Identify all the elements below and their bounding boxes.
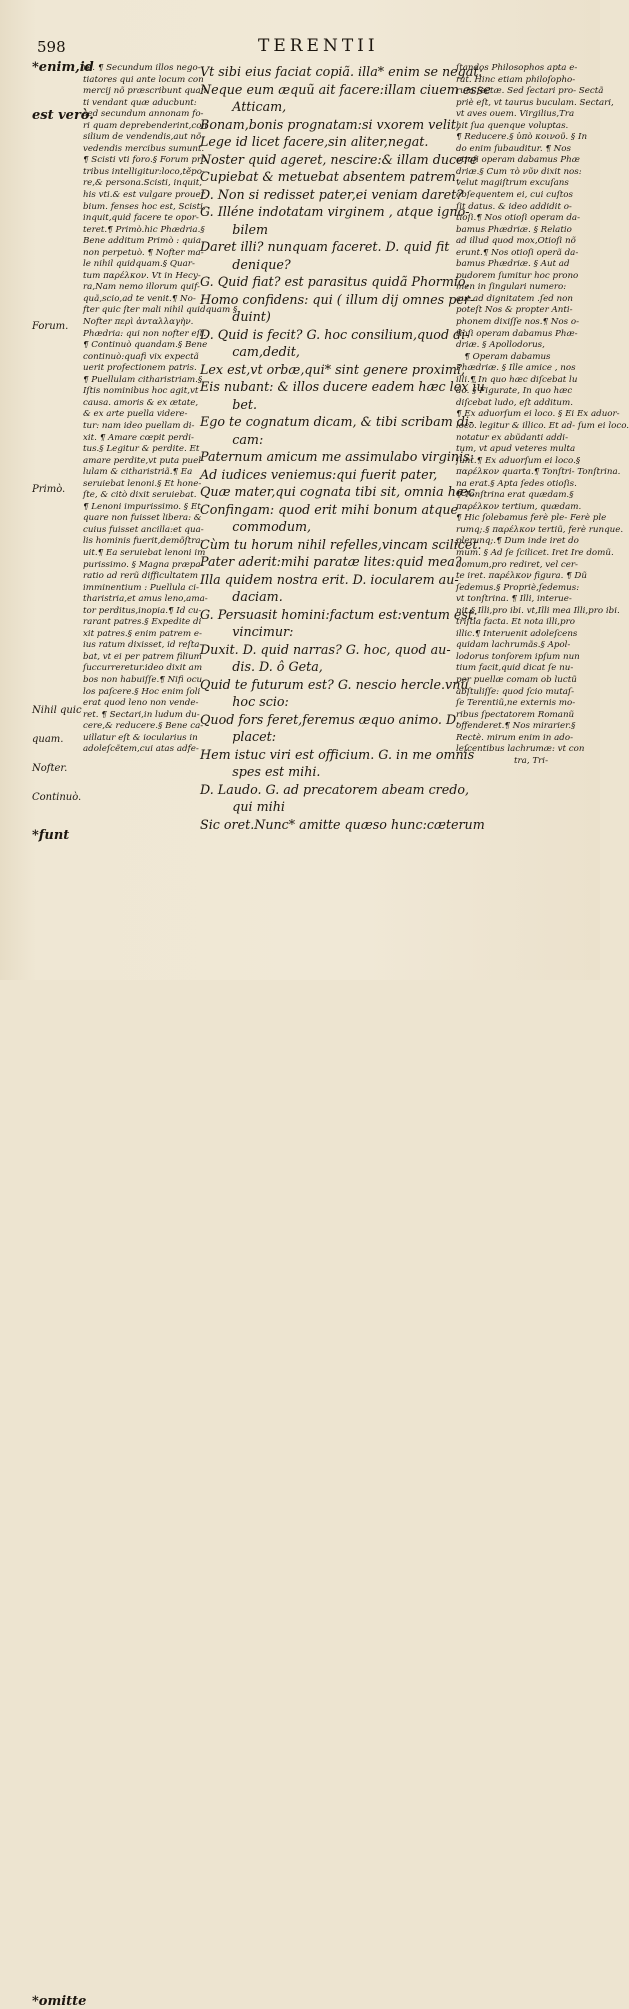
margin-note: Continuò. [32, 791, 82, 803]
commentary-line: ribus ſpectatorem Romanũ [456, 709, 575, 720]
commentary-line: erat quod leno non vende- [83, 698, 199, 709]
commentary-line: velut magiſtrum excuſans [456, 178, 569, 189]
commentary-line: ſunt.¶ Ex aduorſum ei loco.§ [456, 455, 581, 466]
commentary-line: Bene additum Primò : quia [83, 236, 201, 247]
verse-line: Cupiebat & metuebat absentem patrem. [200, 169, 460, 184]
commentary-line: imminentium : Puellula ci- [83, 582, 199, 593]
commentary-line: mercij nõ præscribunt quan [83, 86, 207, 97]
commentary-line: do enim ſubauditur. ¶ Nos [456, 143, 571, 154]
commentary-line: pudorem ſumitur hoc prono [456, 270, 579, 281]
commentary-line: ſtandos Philosophos apta e- [456, 63, 578, 73]
verse-line: Paternum amicum me assimulabo virginis: [200, 449, 474, 464]
commentary-line: notatur ex abũdanti addi- [456, 432, 569, 443]
commentary-line: re. ¶ Secundum illos nego- [83, 63, 201, 73]
commentary-line: ſedemus.§ Propriè,ſedemus: [456, 582, 580, 593]
verse-line: Quæ mater,qui cognata tibi sit, omnia hæc [200, 484, 475, 499]
commentary-line: vt tonſtrina. ¶ Illi, interue- [456, 594, 572, 605]
commentary-line: per puellæ comam ob luctũ [456, 674, 577, 685]
commentary-line: rumq;.§ παρέλκον tertiũ, ferè runque. [456, 524, 624, 535]
commentary-line: tharistria,et amus leno,ama- [83, 594, 208, 605]
verse-line: Sic oret.Nunc* amitte quæso hunc:cæterum [200, 816, 485, 832]
verse-line: Neque eum æquũ ait facere:illam ciuem esse [200, 81, 491, 97]
commentary-line: nit.§ Illi,pro ibi. vt,Illi mea Illi,pro ibi. [456, 605, 620, 616]
running-head: TERENTII [258, 36, 379, 56]
commentary-line: ¶ Puellulam citharistriam.§ [83, 374, 203, 385]
commentary-line: ¶ Reducere.§ ὑπὸ κοινοῦ. § In [456, 132, 588, 143]
commentary-line: teret.¶ Primò.hic Phædria.§ [83, 224, 205, 235]
commentary-line: quare non fuisset libera: & [83, 513, 202, 524]
commentary-line: tus.§ Legitur & perdite. Et [83, 444, 200, 455]
margin-note: Primò. [32, 484, 66, 496]
verse-line: Atticam, [200, 99, 287, 114]
commentary-line: vt aves ouem. Virgilius,Tra [456, 109, 575, 120]
verse-line: Hem istuc viri est officium. G. in me omnis [200, 746, 475, 762]
commentary-line: do. § Figurate, In quo hæc [456, 386, 573, 397]
commentary-line: continuò:quafi vix expectã [83, 351, 199, 362]
margin-note: Nofter. [32, 762, 68, 774]
commentary-line: tor perditus,inopia.¶ Id cu- [83, 605, 202, 616]
verse-line: vincimur: [200, 624, 294, 639]
commentary-line: purissimo. § Magna præpa- [83, 559, 204, 570]
commentary-line: ri quam deprebenderint,con [83, 120, 208, 131]
verse-line: Lex est,vt orbæ,qui* sint genere proximi, [200, 361, 466, 377]
commentary-line: triſtia facta. Et nota illi,pro [456, 617, 575, 628]
commentary-line: Nofter περὶ ἀνταλλαγὴν. [83, 317, 194, 328]
commentary-line: illic.¶ Interuenit adoleſcens [456, 628, 578, 639]
main-verse-text [200, 63, 491, 833]
commentary-line: cuius fuisset ancilla:et qua- [83, 524, 204, 535]
commentary-line: tum, vt apud veteres multa [456, 444, 576, 455]
commentary-line: ra,Nam nemo illorum quif- [83, 282, 200, 293]
commentary-line: driæ.§ Cum τὸ νῦν dixit nos: [456, 166, 582, 177]
commentary-line: lulam & citharistriã.¶ Ea [83, 467, 193, 478]
commentary-line: domum,pro rediret, vel cer- [456, 559, 578, 570]
verse-line: qui mihi [200, 799, 285, 814]
commentary-line: non perpetuò. ¶ Nofter ma- [83, 247, 204, 258]
commentary-line: ius ratum dixisset, id reſta- [83, 640, 203, 651]
commentary-line: lis hominis fuerit,demõſtra- [83, 536, 204, 547]
commentary-line: loco. legitur & illico. Et ad- ſum ei loco. [456, 420, 629, 431]
commentary-line: tum παρέλκον. Vt in Hecy- [83, 270, 201, 281]
commentary-line: Iſtis nominibus hoc agit,vt [83, 386, 199, 397]
commentary-line: tur: nam ideo puellam di- [83, 420, 195, 431]
commentary-line: plerunq;.¶ Dum inde iret do [456, 536, 579, 547]
commentary-line: ret. ¶ Sectari,in ludum du- [83, 709, 200, 720]
verse-line: Confingam: quod erit mihi bonum atque [200, 501, 459, 517]
commentary-line: aut ad dignitatem .ſed non [456, 293, 573, 304]
commentary-line: ti vendant quæ aducbunt: [83, 97, 197, 108]
commentary-line: lodorus tonſorem ipſum nun [456, 651, 580, 662]
verse-line: commodum, [200, 519, 312, 534]
commentary-line: obſequentem ei, cui cuſtos [456, 190, 573, 201]
commentary-line: tium facit,quid dicat ſe nu- [456, 663, 574, 674]
commentary-line: ¶ Scisti vti foro.§ Forum pro [83, 155, 207, 166]
verse-line: Ad iudices veniemus:qui fuerit pater, [200, 466, 438, 482]
commentary-line: cere,& reducere.§ Bene ca- [83, 721, 204, 732]
margin-note: *enim,id [32, 60, 94, 75]
verse-line: Cùm tu horum nihil refelles,vincam scilicet. [200, 536, 482, 552]
commentary-line: tra, Tri- [456, 755, 548, 766]
commentary-line: quidam lachrumãs.§ Apol- [456, 640, 571, 651]
commentary-line: ſuccurreretur.ideo dixit am [83, 663, 203, 674]
commentary-line: diſcebat ludo, eſt additum. [456, 397, 574, 408]
verse-line: Quod fors feret,feremus æquo animo. D. [200, 711, 460, 727]
commentary-line: rat. Hinc etiam philoſopho- [456, 74, 576, 85]
verse-line: Quid te futurum est? G. nescio hercle.vnũ [200, 676, 469, 692]
commentary-line: ratio ad rerũ difficultatem [83, 571, 198, 582]
commentary-line: his vti.& est vulgare prouer [83, 190, 205, 201]
verse-line: placet: [200, 729, 276, 744]
commentary-line: ¶ Hic ſolebamus ferè ple- Ferè ple [456, 513, 607, 524]
commentary-line: otioſi operam dabamus Phæ [456, 155, 580, 166]
commentary-line: Phædriæ. § Ille amice , nos [456, 363, 576, 374]
commentary-line: ad illud quod mox,Otioſi nõ [456, 236, 576, 247]
verse-line: bet. [200, 396, 258, 412]
commentary-line: quã,scio,ad te venit.¶ No- [83, 293, 196, 304]
verse-line: Eis nubant: & illos ducere eadem hæc lex iu [200, 379, 485, 394]
commentary-line: men in ſingulari numero: [456, 282, 567, 293]
margin-note: Nihil quic [32, 705, 82, 717]
verse-line: Lege id licet facere,sin aliter,negat. [200, 134, 429, 149]
margin-note: quam. [32, 734, 64, 745]
commentary-line: bamus Phædriæ. § Aut ad [456, 259, 570, 270]
verse-line: spes est mihi. [200, 764, 321, 779]
commentary-line: ¶ Continuò quandam.§ Bene [83, 340, 208, 351]
verse-line: cam,dedit, [200, 344, 300, 359]
commentary-line: erunt.¶ Nos otioſi operã da- [456, 247, 579, 258]
commentary-line: Phædria: qui non nofter eſt. [83, 328, 207, 339]
commentary-line: xit. ¶ Amare cœpit perdi- [83, 432, 194, 443]
commentary-line: uerit profectionem patris. [83, 363, 197, 374]
commentary-line: uit.¶ Ea seruiebat lenoni im [83, 547, 206, 558]
page-number: 598 [37, 38, 66, 56]
verse-line: Vt sibi eius faciat copiã. illa* enim se negat: [200, 64, 483, 79]
commentary-line: le nihil quidquam.§ Quar- [83, 259, 195, 270]
commentary-line: hit ſua quenque voluptas. [456, 120, 569, 131]
verse-line: Duxit. D. quid narras? G. hoc, quod au- [200, 641, 451, 657]
commentary-line: causa. amoris & ex ætate, [83, 397, 199, 408]
verse-line: D. Laudo. G. ad precatorem abeam credo, [200, 781, 470, 797]
commentary-line: bat, vt ei per patrem filium [83, 651, 202, 662]
verse-line: Bonam,bonis prognatam:si vxorem velit, [200, 116, 461, 132]
commentary-line: fter quic ſter mali nihil quidquam § [83, 305, 238, 316]
verse-line: hoc scio: [200, 694, 289, 709]
verse-line: duint) [200, 309, 271, 324]
commentary-line: tribus intelligitur:loco,těpo- [83, 166, 205, 177]
commentary-line: ſe Terentiũ,ne externis mo- [456, 698, 576, 709]
commentary-line: illi.¶ In quo hæc diſcebat lu [456, 374, 578, 385]
commentary-line: adoleſcẽtem,cui atas adfe- [83, 744, 199, 755]
commentary-line: poteſt Nos & propter Anti- [456, 305, 573, 316]
commentary-line: παρέλκον quarta.¶ Tonſtri- Tonſtrina. [456, 467, 621, 478]
commentary-line: inquit,quid facere te opor- [83, 213, 199, 224]
margin-note: *funt [32, 828, 70, 843]
commentary-line: te iret. παρέλκον figura. ¶ Dũ [456, 571, 587, 582]
commentary-line: ¶ Lenoni impurissimo. § Et [83, 501, 201, 512]
commentary-line: ¶ Ex aduorſum ei loco. § Ei Ex aduor- [456, 409, 620, 420]
commentary-line: tioſi.¶ Nos otioſi operam da- [456, 213, 581, 224]
commentary-line: na erat.§ Apta ſedes otioſis. [456, 478, 577, 489]
margin-note: Forum. [32, 321, 69, 333]
verse-line: dis. D. ô Geta, [200, 659, 323, 674]
margin-note: est verò. [32, 108, 94, 123]
verse-line: D. Quid is fecit? G. hoc consilium,quod di- [200, 326, 470, 342]
margin-note: *omitte [32, 1994, 87, 2009]
commentary-line: abſtuliſſe: quod ſcio mutaſ- [456, 686, 575, 697]
commentary-line: tioſi operam dabamus Phæ- [456, 328, 578, 339]
commentary-line: tiatores qui ante locum con [83, 74, 204, 85]
commentary-line: ſit datus. & ideo addidit o- [456, 201, 572, 212]
commentary-line: uillatur eſt & iocularius in [83, 732, 198, 743]
commentary-line: leſcentibus lachrumæ: vt con [456, 744, 585, 755]
commentary-line: rum ſectæ. Sed ſectari pro- Sectã [456, 86, 604, 97]
commentary-line: rarant patres.§ Expedite di [83, 617, 202, 628]
verse-line: G. Persuasit homini:factum est:ventum est: [200, 606, 478, 622]
verse-line: Noster quid ageret, nescire:& illam ducere [200, 151, 478, 167]
commentary-line: silium de vendendis,aut nõ [83, 132, 202, 143]
verse-line: G. Quid fiat? est parasitus quidã Phormio, [200, 274, 470, 289]
commentary-line: driæ. § Apollodorus, [456, 340, 545, 351]
verse-line: Ego te cognatum dicam, & tibi scribam di- [200, 414, 474, 429]
commentary-line: vedendis mercibus sumunt. [83, 143, 205, 154]
commentary-line: seruiebat lenoni.§ Et hone- [83, 478, 202, 489]
verse-line: Daret illi? nunquam faceret. D. quid fit [200, 239, 450, 254]
commentary-line: priè eſt, vt taurus buculam. Sectari, [456, 97, 614, 108]
commentary-line: ¶ Operam dabamus [456, 351, 551, 362]
commentary-line: xit patres.§ enim patrem e- [83, 628, 202, 639]
verse-line: Homo confidens: qui ( illum dij omnes per- [200, 291, 475, 307]
commentary-line: phonem dixiſſe nos.¶ Nos o- [456, 317, 580, 328]
commentary-line: bium. fenses hoc est, Scisti, [83, 201, 206, 212]
verse-line: denique? [200, 256, 291, 272]
verse-line: D. Non si redisset pater,ei veniam daret? [200, 186, 464, 202]
commentary-line: ſte, & citò dixit seruiebat. [83, 490, 197, 501]
verse-line: Pater aderit:mihi paratæ lites:quid mea? [200, 554, 462, 569]
commentary-line: παρέλκον tertium, quædam. [456, 501, 582, 512]
verse-line: bilem [200, 221, 269, 237]
commentary-line: amare perdite,vt puta puel [83, 455, 202, 466]
commentary-line: bamus Phædriæ. § Relatio [456, 224, 572, 235]
verse-line: G. Illéne indotatam virginem , atque igno- [200, 204, 470, 219]
commentary-line: ¶ Tonſtrina erat quædam.§ [456, 490, 574, 501]
page-header [0, 34, 600, 60]
commentary-line: mum. § Ad ſe ſcilicet. Iret Ire domũ. [456, 547, 614, 558]
commentary-line: offenderet.¶ Nos mirarier.§ [456, 721, 576, 732]
commentary-line: Rectè. mirum enim in ado- [456, 732, 574, 743]
commentary-line: los paſcere.§ Hoc enim ſoli [83, 686, 201, 697]
commentary-line: sed secundum annonam fo- [83, 109, 204, 120]
commentary-line: re,& persona.Scisti, inquit, [83, 178, 203, 189]
verse-line: cam: [200, 431, 264, 447]
commentary-line: bos non habuiſſe.¶ Nifi ocu [83, 674, 203, 685]
commentary-line: & ex arte puella videre- [83, 409, 188, 420]
verse-line: Illa quidem nostra erit. D. iocularem au- [200, 571, 459, 587]
verse-line: daciam. [200, 589, 283, 604]
right-commentary-column [456, 63, 629, 767]
